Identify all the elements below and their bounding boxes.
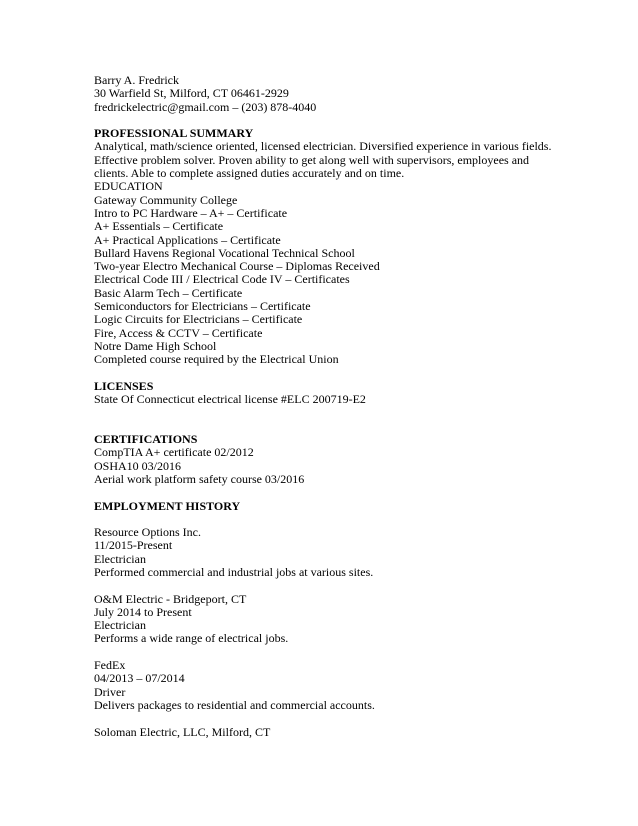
job-dates: 04/2013 – 07/2014	[94, 671, 185, 686]
resume-page	[94, 74, 604, 739]
summary-section	[94, 127, 604, 180]
spacer	[94, 114, 604, 127]
licenses-section	[94, 380, 604, 407]
job-employer: FedEx	[94, 658, 126, 673]
summary-line: clients. Able to complete assigned duties accurately and on time.	[94, 166, 405, 181]
education-item: Basic Alarm Tech – Certificate	[94, 285, 243, 300]
employment-section	[94, 500, 604, 739]
spacer	[94, 486, 604, 499]
education-item: Bullard Havens Regional Vocational Technical School	[94, 245, 355, 260]
certifications-heading: CERTIFICATIONS	[94, 432, 198, 447]
certification-item: OSHA10 03/2016	[94, 458, 182, 473]
job-employer: Resource Options Inc.	[94, 525, 201, 540]
spacer	[94, 406, 604, 433]
job-employer: Soloman Electric, LLC, Milford, CT	[94, 724, 271, 739]
job-entry	[94, 593, 604, 646]
job-description: Performs a wide range of electrical jobs.	[94, 631, 289, 646]
education-item: Intro to PC Hardware – A+ – Certificate	[94, 205, 288, 220]
education-item: Logic Circuits for Electricians – Certificate	[94, 312, 303, 327]
certifications-section	[94, 433, 604, 486]
license-item: State Of Connecticut electrical license #ELC 200719-E2	[94, 392, 366, 407]
job-dates: 11/2015-Present	[94, 538, 173, 553]
job-description: Performed commercial and industrial jobs at various sites.	[94, 564, 374, 579]
certification-item: CompTIA A+ certificate 02/2012	[94, 445, 254, 460]
summary-line: Analytical, math/science oriented, licensed electrician. Diversified experience in various fields.	[94, 139, 552, 154]
summary-line: Effective problem solver. Proven ability to get along well with supervisors, employees and	[94, 152, 530, 167]
contact-block	[94, 74, 604, 114]
employment-heading: EMPLOYMENT HISTORY	[94, 498, 241, 513]
education-item: A+ Practical Applications – Certificate	[94, 232, 281, 247]
summary-heading: PROFESSIONAL SUMMARY	[94, 126, 254, 141]
job-employer: O&M Electric - Bridgeport, CT	[94, 591, 247, 606]
education-item: Electrical Code III / Electrical Code IV – Certificates	[94, 272, 350, 287]
spacer	[94, 513, 604, 526]
education-item: Completed course required by the Electrical Union	[94, 352, 339, 367]
education-heading: EDUCATION	[94, 179, 163, 194]
spacer	[94, 579, 604, 592]
contact-address: 30 Warfield St, Milford, CT 06461-2929	[94, 86, 289, 101]
licenses-heading: LICENSES	[94, 378, 154, 393]
job-title: Driver	[94, 684, 126, 699]
spacer	[94, 646, 604, 659]
education-item: Notre Dame High School	[94, 338, 217, 353]
job-description: Delivers packages to residential and commercial accounts.	[94, 697, 375, 712]
education-item: Gateway Community College	[94, 192, 238, 207]
education-item: Two-year Electro Mechanical Course – Diplomas Received	[94, 259, 380, 274]
education-item: Fire, Access & CCTV – Certificate	[94, 325, 263, 340]
education-item: Semiconductors for Electricians – Certificate	[94, 299, 311, 314]
job-entry	[94, 526, 604, 579]
spacer	[94, 712, 604, 725]
job-entry	[94, 659, 604, 712]
certification-item: Aerial work platform safety course 03/2016	[94, 471, 305, 486]
education-section	[94, 180, 604, 366]
job-entry	[94, 726, 604, 739]
education-item: A+ Essentials – Certificate	[94, 219, 224, 234]
job-title: Electrician	[94, 551, 146, 566]
spacer	[94, 367, 604, 380]
contact-name: Barry A. Fredrick	[94, 73, 179, 87]
contact-email-phone: fredrickelectric@gmail.com – (203) 878-4040	[94, 99, 317, 114]
job-title: Electrician	[94, 618, 146, 633]
job-dates: July 2014 to Present	[94, 604, 192, 619]
